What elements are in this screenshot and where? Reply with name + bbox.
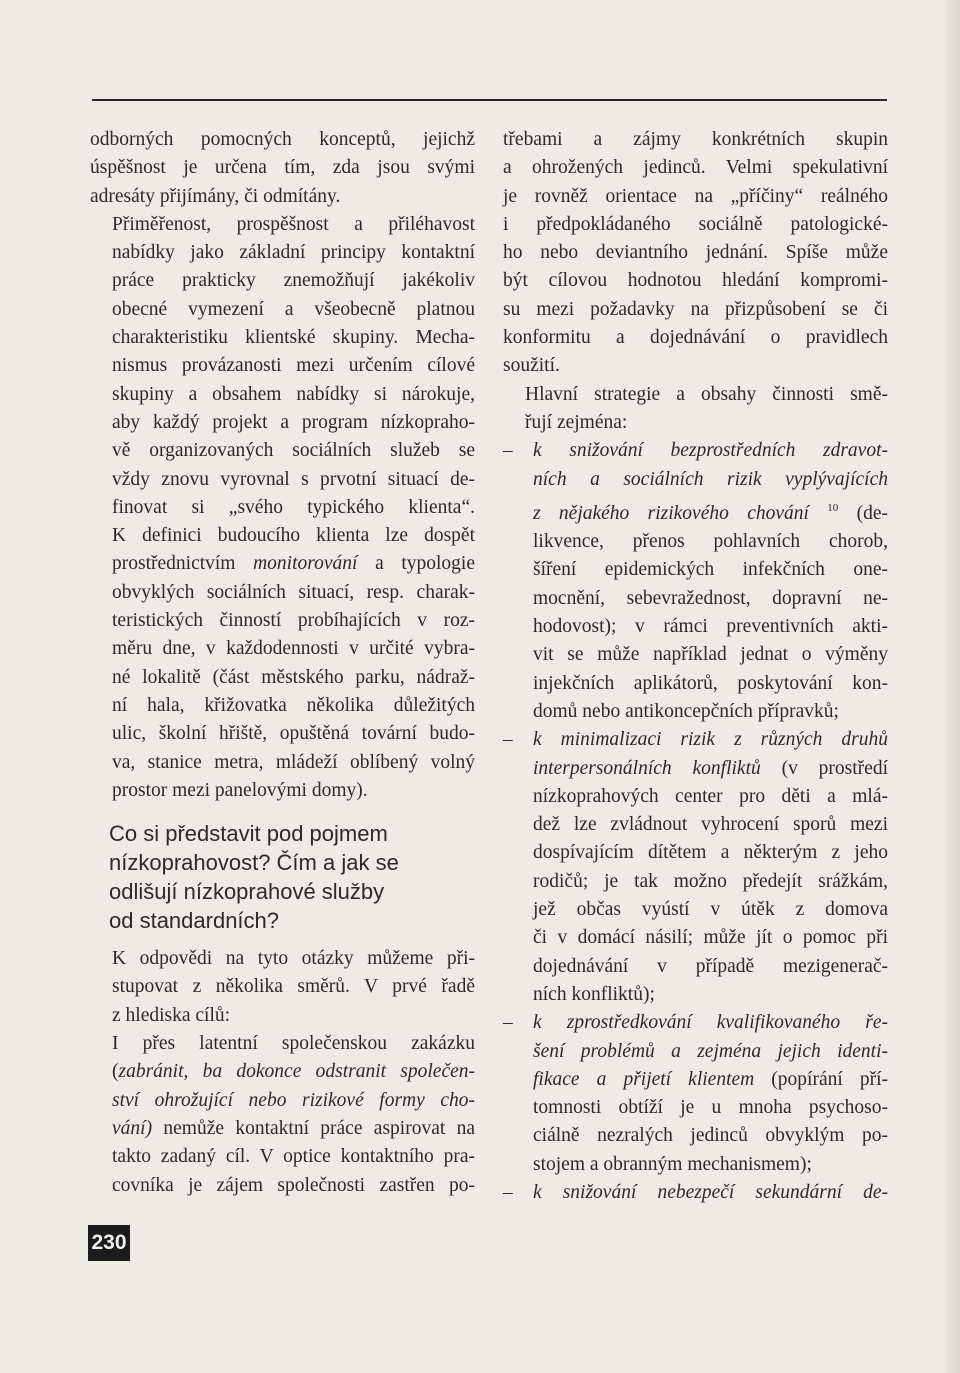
list-item: – k snižování nebezpečí sekundární de- bbox=[503, 1179, 888, 1207]
scan-edge bbox=[946, 0, 960, 1373]
paragraph-1: odborných pomocných konceptů, jejichž úspěšnost je určena tím, zda jsou svými adresáty přijímány, či odmítány. bbox=[90, 129, 475, 207]
dash-bullet: – bbox=[503, 729, 513, 751]
section-question: Co si představit pod pojmem nízkoprahovost? Čím a jak se odlišují nízkoprahové služby od standardních? bbox=[109, 821, 399, 934]
paragraph-2: Přiměřenost, prospěšnost a přiléhavost nabídky jako základní principy kontaktní práce prakticky znemožňují jakékoliv obecné vymezení a všeobecně platnou charakteristiku klientské skupiny. Mecha- nismus provázanosti mezi určením cílové skupiny a obsahem nabídky si nárokuje, aby každý projekt a program nízkopraho- vě organizovaných sociálních služeb se vždy znovu vyrovnal s prvotní situací de- finovat si „svého typického klienta“. K definici budoucího klienta lze dospět prostřednictvím monitorování a typologie obvyklých sociálních situací, resp. charak- teristických činností probíhajících v roz- měru dne, v každodennosti v určité vybra- né lokalitě (část městského parku, nádraž- ní hala, křižovatka několika důležitých ulic, školní hřiště, opuštěná tovární budo- va, stanice metra, mládeží oblíbený volný prostor mezi panelovými domy). bbox=[112, 213, 475, 801]
right-column bbox=[503, 126, 888, 1207]
paragraph-6: Hlavní strategie a obsahy činnosti smě- řují zejména: bbox=[525, 383, 888, 433]
paragraph-4: I přes latentní společenskou zakázku (zabránit, ba dokonce odstranit společen- ství ohrožující nebo rizikové formy cho- vání) nemůže kontaktní práce aspirovat na takto zadaný cíl. V optice kontaktního pra- covníka je zájem společnosti zastřen po- bbox=[112, 1033, 475, 1196]
paragraph-3: K odpovědi na tyto otázky můžeme při- stupovat z několika směrů. V prvé řadě z hlediska cílů: bbox=[112, 948, 475, 1026]
left-column bbox=[90, 126, 475, 1200]
dash-bullet: – bbox=[503, 1181, 513, 1203]
list-item: – k zprostředkování kvalifikovaného ře- šení problémů a zejména jejich identi- fikace a přijetí klientem (popírání pří- tomnosti obtíží je u mnoha psychoso- ciálně nezralých jedinců obvyklým po- stojem a obranným mechanismem); bbox=[503, 1009, 888, 1179]
footnote-reference: 10 bbox=[827, 501, 839, 514]
page-number: 230 bbox=[88, 1225, 130, 1261]
header-rule bbox=[92, 99, 887, 101]
list-item: – k minimalizaci rizik z různých druhů interpersonálních konfliktů (v prostředí nízkoprahových center pro děti a mlá- dež lze zvládnout vyhrocení sporů mezi dospívajícím dítětem a některým z jeho rodičů; je tak možno předejít srážkám, jež občas vyústí v útěk z domova či v domácí násilí; může jít o pomoc při dojednávání v případě mezigenerač- ních konfliktů); bbox=[503, 726, 888, 1009]
list-item: – k snižování bezprostředních zdravot- ních a sociálních rizik vyplývajících z nějakého rizikového chování $^{10}$ (de- likvence, přenos pohlavních chorob, šíření epidemických infekčních one- mocnění, sebevražednost, dopravní ne- hodovost); v rámci preventivních akti- vit se může například jednat o výměny injekčních aplikátorů, poskytování kon- domů nebo antikoncepčních přípravků; bbox=[503, 437, 888, 726]
paragraph-5: třebami a zájmy konkrétních skupin a ohrožených jedinců. Velmi spekulativní je rovněž orientace na „příčiny“ reálného i předpokládaného sociálně patologické- ho nebo deviantního jednání. Spíše může být cílovou hodnotou hledání kompromi- su mezi požadavky na přizpůsobení se či konformitu a dojednávání o pravidlech soužití. bbox=[503, 129, 888, 377]
dash-bullet: – bbox=[503, 1012, 513, 1034]
dash-bullet: – bbox=[503, 440, 513, 462]
